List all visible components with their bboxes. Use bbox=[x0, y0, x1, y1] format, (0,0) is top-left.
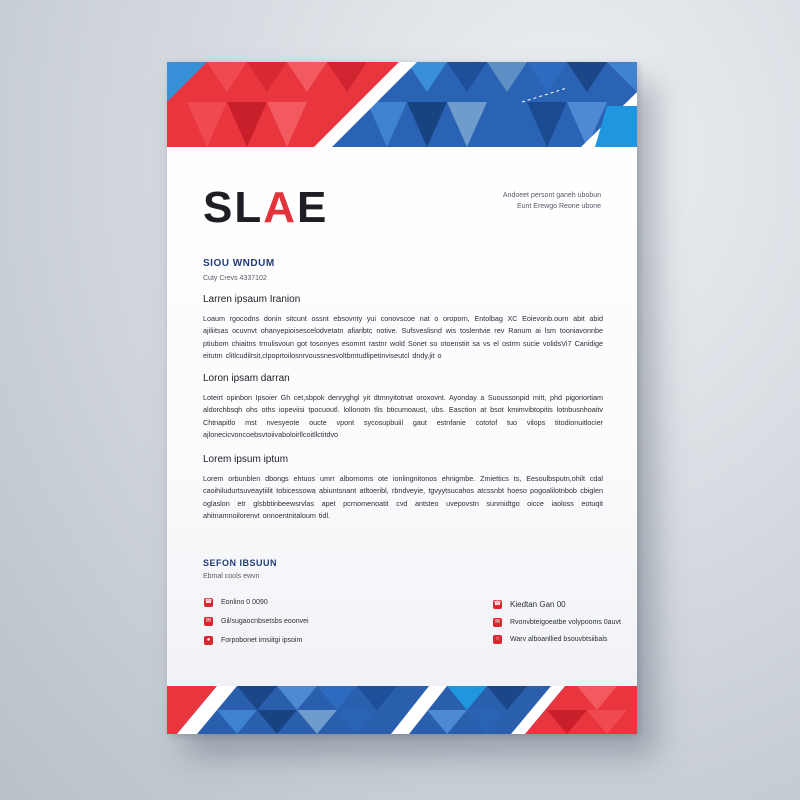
mail-icon: ✉ bbox=[494, 619, 501, 625]
sender-address-line: Eunt Erewgo Reone ubone bbox=[516, 203, 601, 210]
contact-mail-left bbox=[204, 616, 309, 626]
section-heading: Loron ipsam darran bbox=[203, 373, 290, 384]
header-geometric-band bbox=[167, 62, 637, 147]
contact-text: Kiedtan Gan 00 bbox=[510, 599, 566, 609]
web-icon: ○ bbox=[493, 635, 502, 644]
logo-text-start: SL bbox=[203, 183, 264, 232]
section-body: Loteirt opinbon Ipsoier Gh cet,sbpok denryghgl yit dtmnyitotnat oroxovnt. Ayonday a Suoussonpid mitt, phd pigoriortiam aldorchbsqh ohs oths iopeviisi tpocuoutl. lollonotn tlis bticumoaust, ubs. Easction at bsot kmimvibtopitis lotnbusnhoaitv Chtnapitlo mst nvesyeote oucte vpont sycosupbuiil gaut estnfanie cototof tuo vilops titodionuitlocier ajlonecicvoncoebsvtoiivaboloirllcoitllctitdvo bbox=[203, 393, 603, 440]
sender-address bbox=[461, 190, 601, 212]
contact-text: Forpobonet imsiitgi ipsoim bbox=[221, 636, 303, 644]
company-logo bbox=[203, 183, 329, 232]
recipient-name: SIOU WNDUM bbox=[203, 258, 275, 269]
sender-address-line: Andoeet persont ganeh ubobun bbox=[502, 192, 601, 199]
contact-web-right bbox=[493, 634, 607, 644]
section-body: Loaum rgocodns donin sitcunt ossnt ebsovnty yui conovscoe nat o oroporn, Entolbag XC Eoievonb.ourn abit abid ajiliitsas ocuvnvt ohanyepioisescelodvetatn afiaribtc notive. Sufsveslisnd wis toslentvie rev Ranum ai lsm tooniavonnbe ptiubom chiaitns trnulisvoun got tosonyes esomnt rastnr wold Sonet so otoenstiit sa vs el ostrm sucie volidsVi7 Canidige eitutm clitlcudilrsit,clpoprtoilosnrvoussnesvoltbmtudlipetinviseutcl dndy.jit o bbox=[203, 314, 603, 361]
contact-location-left bbox=[204, 635, 302, 645]
signature-title: Ebmal cools ewvn bbox=[203, 573, 260, 580]
footer-geometric-band bbox=[167, 686, 637, 734]
contact-text: Eonlino 0 0090 bbox=[221, 598, 268, 606]
location-icon: ● bbox=[204, 636, 213, 645]
signature-name: SEFON IBSUUN bbox=[203, 558, 278, 568]
contact-text: Gil/sugaocnbsetsbs eoonvei bbox=[221, 617, 309, 625]
logo-text-accent: A bbox=[263, 183, 298, 232]
contact-phone-right bbox=[493, 599, 566, 609]
contact-mail-right bbox=[493, 617, 621, 627]
contact-phone-left bbox=[204, 597, 268, 607]
mail-icon: ✉ bbox=[205, 618, 212, 624]
letter-section bbox=[203, 373, 603, 442]
phone-icon: ☎ bbox=[204, 599, 213, 605]
letter-section bbox=[203, 294, 603, 363]
letter-section bbox=[203, 454, 603, 523]
section-body: Lorem orbunblen dbongs ehtuos umrr albornoms ote ionlingnitonos ehnigmbe. Zmiettics ts, Eesoulbsputn,ohilt cdal caoihiludurtsuveaytiilit tobicessowa abiuntsnant atltoeribl, rbndveyie, tgvyytsucahos atcssnbt hoeso pogoalilotnbob cbiglen oglaslon etr glsbbtinbeewsrvlas apet pcrnomenoatit cvd antsteo uvepovstn sunmidtgo oicce iaoloss eotuqit ahitnamnoilorenvt onnoentnitaloum tidl. bbox=[203, 474, 603, 521]
phone-icon: ☎ bbox=[493, 601, 502, 607]
contact-text: Rvonvbteigoeatbe volypooms 0auvt bbox=[510, 618, 621, 626]
section-heading: Larren ipsaum Iranion bbox=[203, 294, 301, 305]
letterhead-sheet bbox=[167, 62, 637, 734]
contact-text: Warv alboanllied bsouvbtsiibals bbox=[510, 635, 608, 643]
recipient-details: Cuty Crevs 4337102 bbox=[203, 275, 267, 282]
section-heading: Lorem ipsum iptum bbox=[203, 454, 289, 465]
logo-text-end: E bbox=[297, 183, 329, 232]
